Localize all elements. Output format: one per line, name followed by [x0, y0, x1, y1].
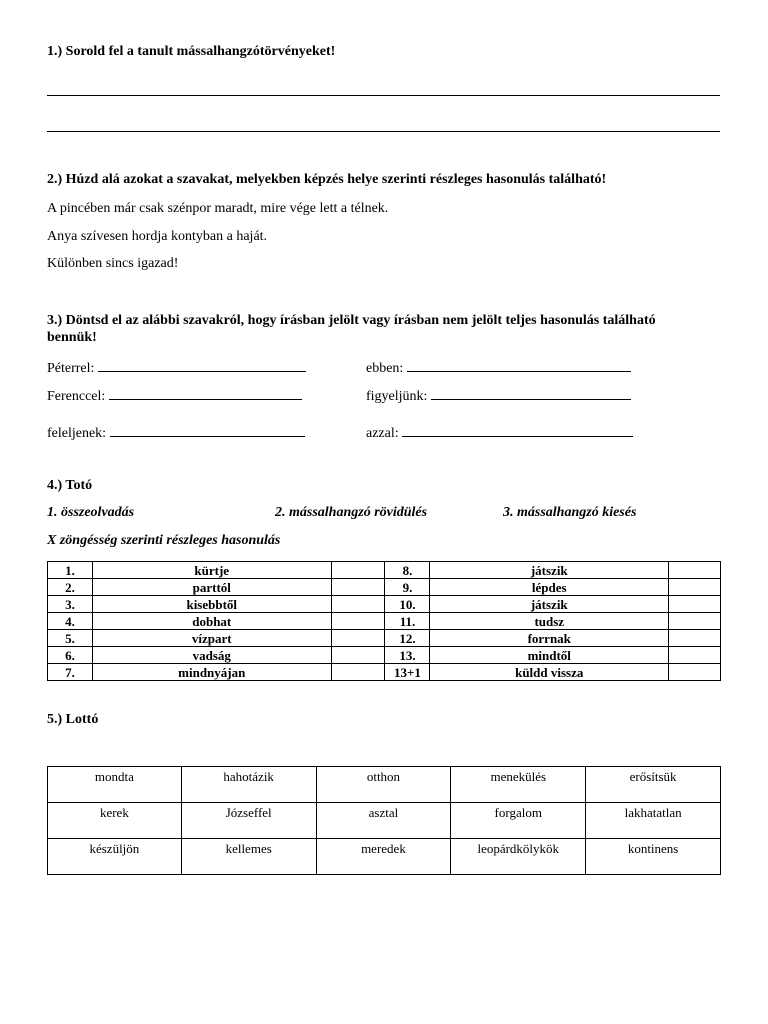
toto-row [48, 596, 721, 613]
answer-line-1 [47, 95, 720, 96]
toto-word: forrnak [430, 630, 669, 647]
toto-number: 3. [48, 596, 93, 613]
toto-answer-cell[interactable] [331, 579, 385, 596]
q4-option-x: X zöngésség szerinti részleges hasonulás [47, 533, 281, 548]
lotto-row [48, 767, 721, 803]
q2-sentence-1: A pincében már csak szénpor maradt, mire vége lett a télnek. [47, 201, 389, 216]
q3-item-azzal [366, 422, 633, 442]
toto-number: 5. [48, 630, 93, 647]
lotto-cell[interactable]: lakhatatlan [586, 803, 721, 839]
q2-title: 2.) Húzd alá azokat a szavakat, melyekben képzés helye szerinti részleges hasonulás található! [47, 172, 607, 187]
toto-number: 8. [385, 562, 430, 579]
q5-title: 5.) Lottó [47, 712, 99, 727]
toto-word: kisebbtől [92, 596, 331, 613]
toto-row [48, 647, 721, 664]
toto-word: tudsz [430, 613, 669, 630]
q3-word: feleljenek: [47, 426, 107, 441]
lotto-cell[interactable]: leopárdkölykök [451, 839, 586, 875]
toto-word: játszik [430, 562, 669, 579]
q4-title: 4.) Totó [47, 478, 93, 493]
q3-answer-blank[interactable] [431, 385, 631, 400]
toto-answer-cell[interactable] [331, 596, 385, 613]
toto-number: 6. [48, 647, 93, 664]
toto-word: küldd vissza [430, 664, 669, 681]
toto-answer-cell[interactable] [669, 613, 721, 630]
q3-word: ebben: [366, 361, 404, 376]
toto-answer-cell[interactable] [331, 664, 385, 681]
toto-number: 13. [385, 647, 430, 664]
toto-number: 9. [385, 579, 430, 596]
lotto-cell[interactable]: menekülés [451, 767, 586, 803]
lotto-cell[interactable]: forgalom [451, 803, 586, 839]
q4-option-1: 1. összeolvadás [47, 505, 135, 520]
toto-answer-cell[interactable] [669, 562, 721, 579]
q3-word: Ferenccel: [47, 389, 106, 404]
q3-word: figyeljünk: [366, 389, 428, 404]
lotto-row [48, 803, 721, 839]
toto-answer-cell[interactable] [669, 596, 721, 613]
q3-word: azzal: [366, 426, 399, 441]
toto-answer-cell[interactable] [669, 647, 721, 664]
toto-number: 10. [385, 596, 430, 613]
q3-word: Péterrel: [47, 361, 95, 376]
toto-answer-cell[interactable] [331, 647, 385, 664]
toto-row [48, 613, 721, 630]
q1-title: 1.) Sorold fel a tanult mássalhangzótörvényeket! [47, 44, 336, 59]
toto-word: játszik [430, 596, 669, 613]
q4-option-2: 2. mássalhangzó rövidülés [275, 505, 428, 520]
toto-word: parttól [92, 579, 331, 596]
toto-number: 11. [385, 613, 430, 630]
q3-answer-blank[interactable] [407, 357, 631, 372]
lotto-cell[interactable]: otthon [316, 767, 451, 803]
lotto-grid [47, 766, 721, 875]
q3-item-feleljenek [47, 422, 305, 442]
lotto-cell[interactable]: Józseffel [181, 803, 316, 839]
toto-word: mindtől [430, 647, 669, 664]
lotto-cell[interactable]: készüljön [48, 839, 182, 875]
q3-item-ferenccel [47, 385, 302, 405]
toto-word: kürtje [92, 562, 331, 579]
q3-item-peterrel [47, 357, 306, 377]
q3-item-ebben [366, 357, 631, 377]
toto-number: 12. [385, 630, 430, 647]
lotto-cell[interactable]: mondta [48, 767, 182, 803]
toto-row [48, 630, 721, 647]
q2-sentence-2: Anya szívesen hordja kontyban a haját. [47, 229, 268, 244]
toto-word: mindnyájan [92, 664, 331, 681]
toto-number: 1. [48, 562, 93, 579]
toto-answer-cell[interactable] [669, 664, 721, 681]
toto-number: 4. [48, 613, 93, 630]
q3-title-line-2: bennük! [47, 330, 97, 345]
lotto-cell[interactable]: asztal [316, 803, 451, 839]
toto-word: dobhat [92, 613, 331, 630]
q3-title-line-1: 3.) Döntsd el az alábbi szavakról, hogy írásban jelölt vagy írásban nem jelölt teljes hasonulás található [47, 313, 656, 328]
toto-answer-cell[interactable] [331, 630, 385, 647]
toto-answer-cell[interactable] [331, 562, 385, 579]
toto-row [48, 562, 721, 579]
lotto-cell[interactable]: erősítsük [586, 767, 721, 803]
q2-sentence-3: Különben sincs igazad! [47, 256, 179, 271]
q3-item-figyeljunk [366, 385, 631, 405]
toto-number: 13+1 [385, 664, 430, 681]
lotto-row [48, 839, 721, 875]
toto-table [47, 561, 721, 681]
toto-row [48, 579, 721, 596]
toto-number: 7. [48, 664, 93, 681]
toto-word: lépdes [430, 579, 669, 596]
lotto-cell[interactable]: kerek [48, 803, 182, 839]
q3-answer-blank[interactable] [110, 422, 305, 437]
q3-answer-blank[interactable] [109, 385, 302, 400]
toto-answer-cell[interactable] [669, 579, 721, 596]
toto-number: 2. [48, 579, 93, 596]
toto-word: vadság [92, 647, 331, 664]
answer-line-2 [47, 131, 720, 132]
toto-word: vízpart [92, 630, 331, 647]
lotto-cell[interactable]: kellemes [181, 839, 316, 875]
q4-option-3: 3. mássalhangzó kiesés [503, 505, 637, 520]
toto-row [48, 664, 721, 681]
lotto-cell[interactable]: kontinens [586, 839, 721, 875]
toto-answer-cell[interactable] [331, 613, 385, 630]
lotto-cell[interactable]: hahotázik [181, 767, 316, 803]
toto-answer-cell[interactable] [669, 630, 721, 647]
q3-answer-blank[interactable] [98, 357, 306, 372]
lotto-cell[interactable]: meredek [316, 839, 451, 875]
q3-answer-blank[interactable] [402, 422, 633, 437]
